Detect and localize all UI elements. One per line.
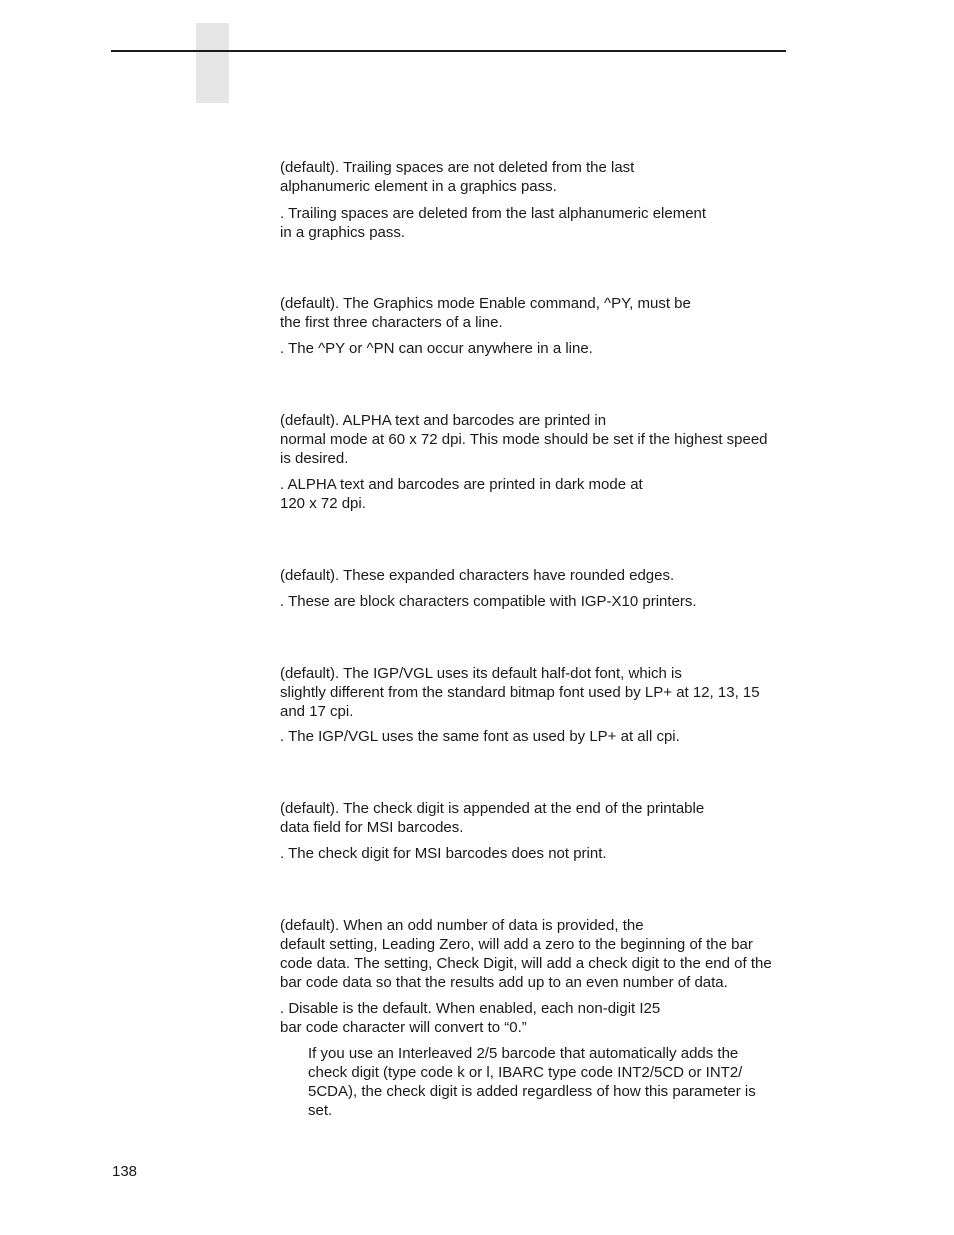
paragraph-half-dot-font: (default). The IGP/VGL uses its default half-dot font, which is slightly different from the standard bitmap font used by LP+ at 12, 13, 15 and 17 cpi. [280, 665, 760, 720]
note-interleaved-check-digit: If you use an Interleaved 2/5 barcode that automatically adds the check digit (type code k or l, IBARC type code INT2/5CD or INT2/ 5CDA), the check digit is added regardless of how this parameter is set. [308, 1045, 756, 1119]
page-number: 138 [112, 1163, 138, 1180]
paragraph-i25-odd-data: (default). When an odd number of data is provided, the default setting, Leading Zero, will add a zero to the beginning of the bar code data. The setting, Check Digit, will add a check digit to the end of the bar code data so that the results add up to an even number of data. [280, 917, 772, 991]
paragraph-graphics-enable-anywhere: . The ^PY or ^PN can occur anywhere in a line. [280, 340, 593, 357]
paragraph-i25-non-digit: . Disable is the default. When enabled, each non-digit I25 bar code character will convert to “0.” [280, 1000, 661, 1036]
paragraph-expanded-rounded: (default). These expanded characters have rounded edges. [280, 567, 675, 584]
paragraph-trailing-spaces-default: (default). Trailing spaces are not deleted from the last alphanumeric element in a graphics pass. [280, 159, 635, 195]
paragraph-expanded-block: . These are block characters compatible with IGP-X10 printers. [280, 593, 697, 610]
paragraph-alpha-normal-mode: (default). ALPHA text and barcodes are printed in normal mode at 60 x 72 dpi. This mode should be set if the highest speed is desired. [280, 412, 768, 467]
paragraph-trailing-spaces-deleted: . Trailing spaces are deleted from the last alphanumeric element in a graphics pass. [280, 205, 707, 241]
paragraph-msi-check-digit-off: . The check digit for MSI barcodes does not print. [280, 845, 607, 862]
chapter-tab-marker [196, 23, 229, 103]
header-rule [111, 50, 786, 52]
paragraph-msi-check-digit-default: (default). The check digit is appended at the end of the printable data field for MSI barcodes. [280, 800, 705, 836]
paragraph-alpha-dark-mode: . ALPHA text and barcodes are printed in dark mode at 120 x 72 dpi. [280, 476, 643, 512]
paragraph-graphics-enable-default: (default). The Graphics mode Enable command, ^PY, must be the first three characters of a line. [280, 295, 691, 331]
paragraph-lp-font: . The IGP/VGL uses the same font as used by LP+ at all cpi. [280, 728, 680, 745]
